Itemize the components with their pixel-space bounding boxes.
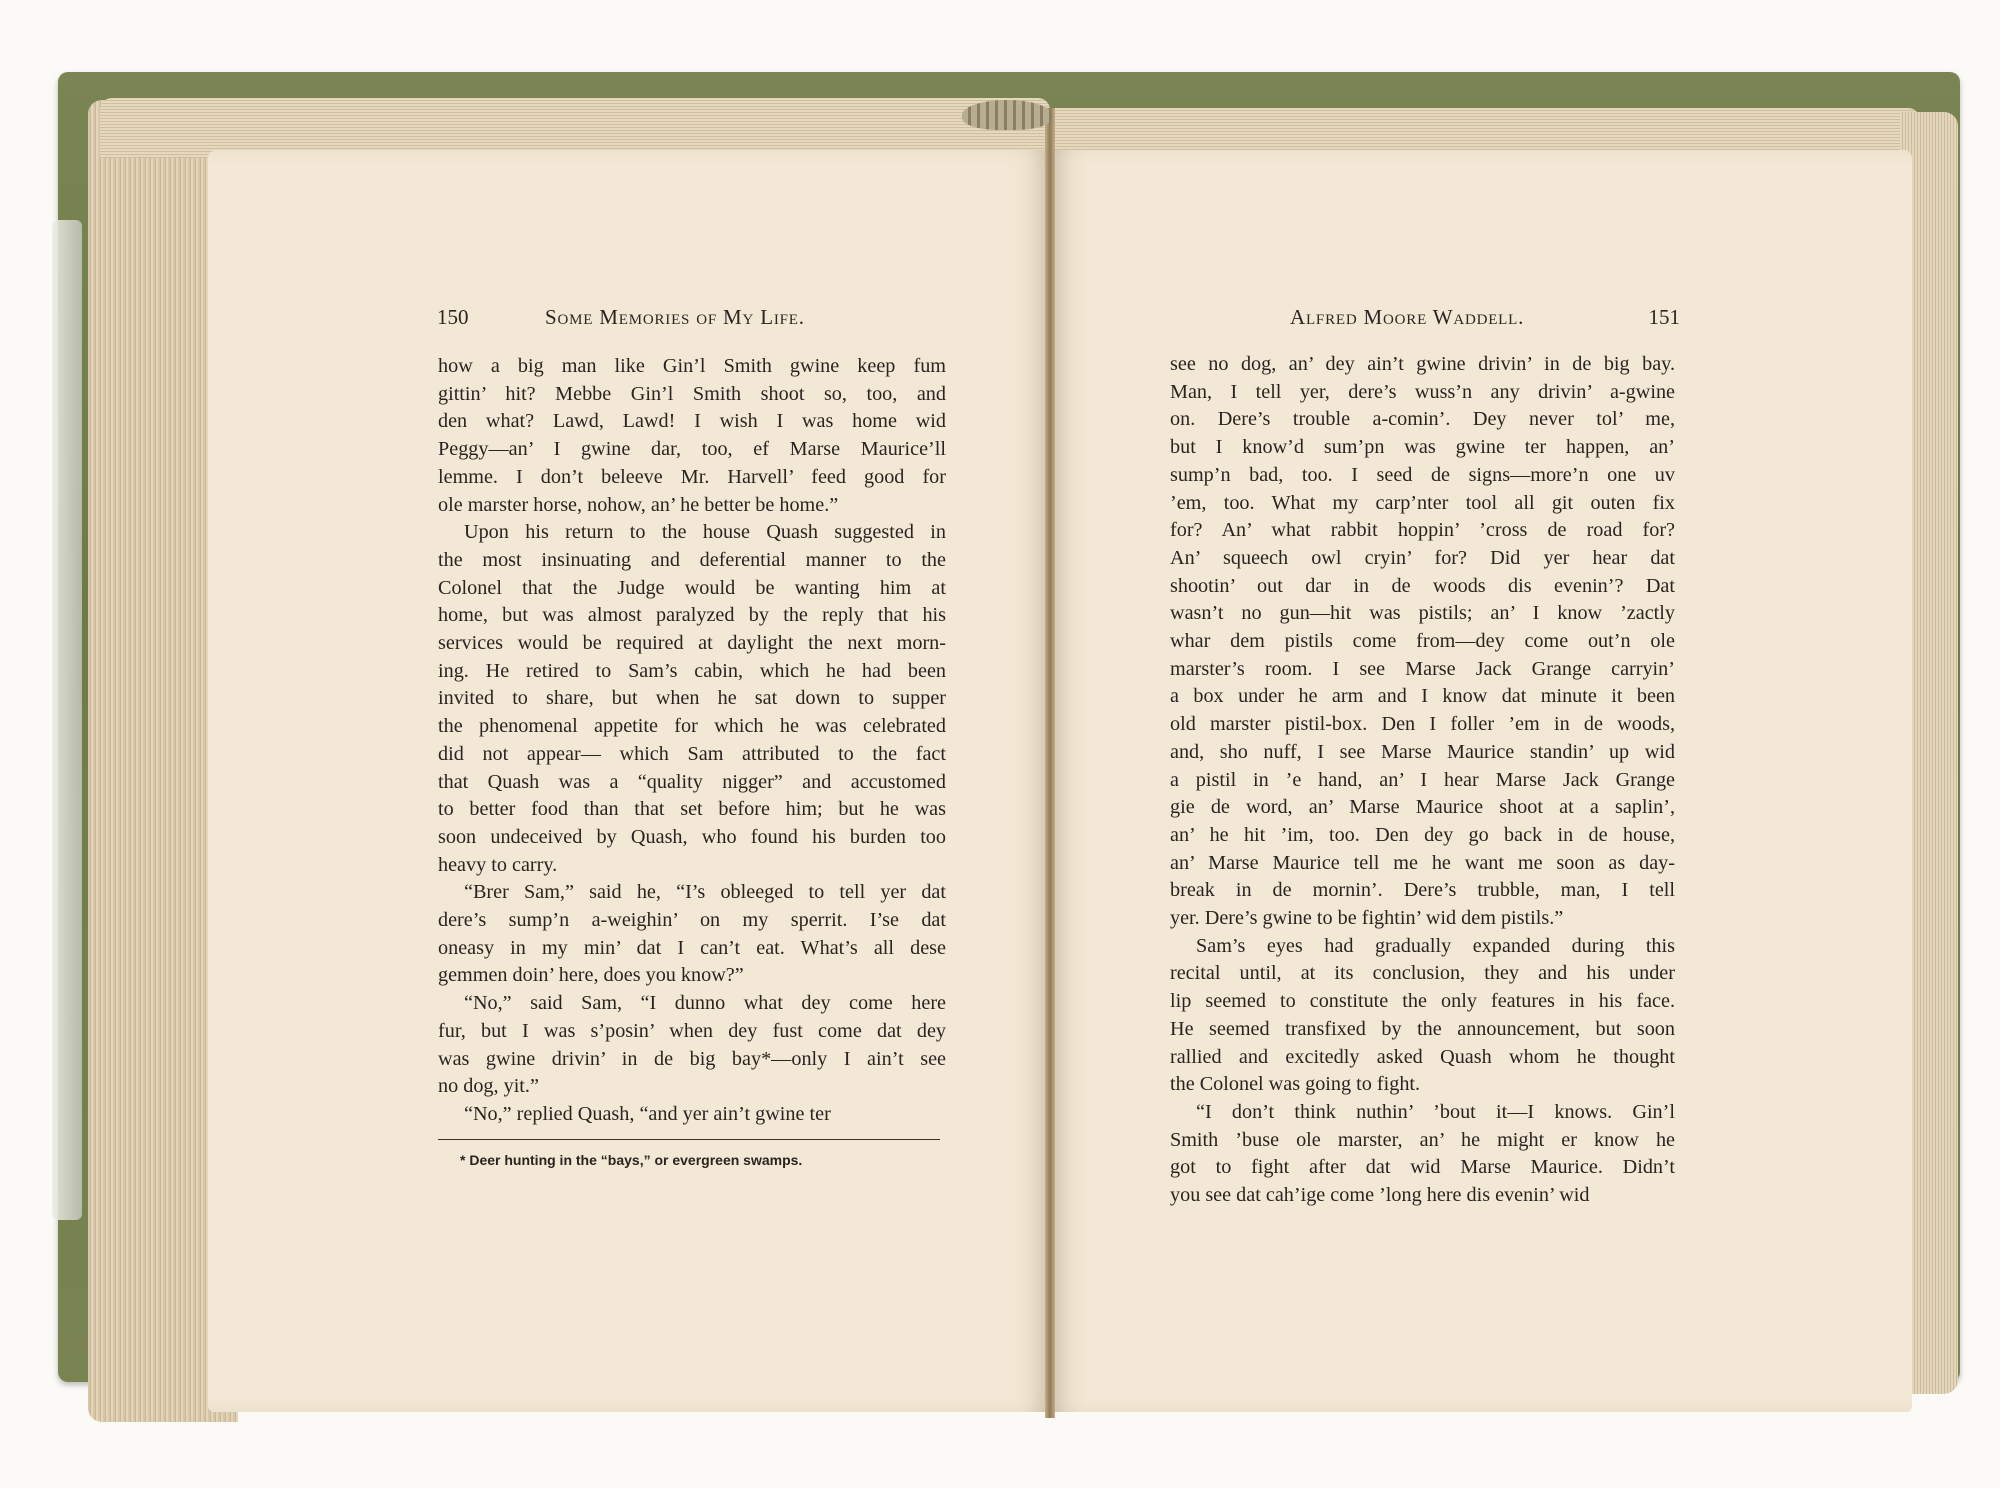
text-line: a box under he arm and I know dat minute it been bbox=[1170, 685, 1675, 708]
left-page-header bbox=[437, 305, 947, 335]
text-line: and, sho nuff, I see Marse Maurice standin’ up wid bbox=[1170, 740, 1675, 763]
text-line: on. Dere’s trouble a-comin’. Dey never tol’ me, bbox=[1170, 408, 1675, 431]
text-line: but I know’d sum’pn was gwine ter happen, an’ bbox=[1170, 436, 1675, 459]
text-line: you see dat cah’ige come ’long here dis evenin’ wid bbox=[1170, 1184, 1590, 1207]
text-line: did not appear— which Sam attributed to the fact bbox=[438, 742, 946, 765]
text-line: services would be required at daylight the next morn- bbox=[438, 632, 946, 655]
text-line: “Brer Sam,” said he, “I’s obleeged to tell yer dat bbox=[464, 881, 946, 904]
text-line: ole marster horse, nohow, an’ he better be home.” bbox=[438, 493, 839, 516]
text-line: Upon his return to the house Quash suggested in bbox=[464, 521, 946, 544]
text-line: recital until, at its conclusion, they and his under bbox=[1170, 962, 1675, 985]
text-line: wasn’t no gun—hit was pistils; an’ I know ’zactly bbox=[1170, 602, 1675, 625]
text-line: how a big man like Gin’l Smith gwine keep fum bbox=[438, 355, 946, 377]
text-line: no dog, yit.” bbox=[438, 1075, 539, 1098]
text-line: gie de word, an’ Marse Maurice shoot at a saplin’, bbox=[1170, 796, 1675, 819]
text-line: Smith ’buse ole marster, an’ he might er know he bbox=[1170, 1128, 1675, 1151]
paragraph bbox=[438, 353, 946, 519]
text-line: the Colonel was going to fight. bbox=[1170, 1073, 1421, 1096]
footnote: * Deer hunting in the “bays,” or evergreen swamps. bbox=[460, 1152, 803, 1168]
text-line: that Quash was a “quality nigger” and accustomed bbox=[438, 770, 946, 793]
book-gutter bbox=[1045, 108, 1055, 1418]
text-line: dere’s sump’n a-weighin’ on my sperrit. I’se dat bbox=[438, 909, 946, 932]
text-line: den what? Lawd, Lawd! I wish I was home wid bbox=[438, 410, 946, 433]
text-line: “I don’t think nuthin’ ’bout it—I knows. Gin’l bbox=[1196, 1100, 1675, 1123]
text-line: to better food than that set before him; but he was bbox=[438, 798, 946, 821]
text-line: a pistil in ’e hand, an’ I hear Marse Jack Grange bbox=[1170, 768, 1675, 791]
text-line: ’em, too. What my carp’nter tool all git outen fix bbox=[1170, 491, 1675, 514]
text-line: oneasy in my min’ dat I can’t eat. What’s all dese bbox=[438, 936, 946, 959]
paragraph bbox=[438, 879, 946, 990]
text-line: ing. He retired to Sam’s cabin, which he had been bbox=[438, 659, 946, 682]
text-line: an’ he hit ’im, too. Den dey go back in de house, bbox=[1170, 823, 1675, 846]
paragraph bbox=[1170, 933, 1675, 1099]
text-line: got to fight after dat wid Marse Maurice. Didn’t bbox=[1170, 1156, 1675, 1179]
text-line: gemmen doin’ here, does you know?” bbox=[438, 964, 744, 987]
paragraph bbox=[1170, 1099, 1675, 1210]
left-running-title: Some Memories of My Life. bbox=[545, 305, 805, 329]
text-line: soon undeceived by Quash, who found his burden too bbox=[438, 825, 946, 848]
paragraph bbox=[438, 1101, 946, 1129]
left-body-text bbox=[438, 353, 946, 1129]
right-page-number: 151 bbox=[1648, 305, 1680, 329]
paragraph bbox=[1170, 351, 1675, 933]
text-line: the most insinuating and deferential manner to the bbox=[438, 548, 946, 571]
text-line: invited to share, but when he sat down to supper bbox=[438, 687, 946, 710]
text-line: sump’n bad, too. I seed de signs—more’n one uv bbox=[1170, 463, 1675, 486]
text-line: lip seemed to constitute the only features in his face. bbox=[1170, 990, 1675, 1013]
footnote-rule bbox=[438, 1139, 940, 1140]
paragraph bbox=[438, 990, 946, 1101]
text-line: home, but was almost paralyzed by the reply that his bbox=[438, 604, 946, 627]
text-line: Sam’s eyes had gradually expanded during this bbox=[1196, 934, 1675, 957]
right-page-header bbox=[1290, 305, 1680, 335]
text-line: marster’s room. I see Marse Jack Grange carryin’ bbox=[1170, 657, 1675, 680]
headband bbox=[962, 100, 1052, 130]
text-line: Colonel that the Judge would be wanting him at bbox=[438, 576, 946, 599]
right-body-text bbox=[1170, 351, 1675, 1210]
text-line: An’ squeech owl cryin’ for? Did yer hear dat bbox=[1170, 546, 1675, 569]
text-line: rallied and excitedly asked Quash whom he thought bbox=[1170, 1045, 1675, 1068]
text-line: see no dog, an’ dey ain’t gwine drivin’ in de big bay. bbox=[1170, 353, 1675, 375]
text-line: “No,” replied Quash, “and yer ain’t gwine ter bbox=[464, 1102, 831, 1125]
text-line: Man, I tell yer, dere’s wuss’n any drivin’ a-gwine bbox=[1170, 380, 1675, 403]
spine-tape bbox=[52, 220, 82, 1220]
text-line: whar dem pistils come from—dey come out’n ole bbox=[1170, 630, 1675, 653]
text-line: shootin’ out dar in de woods dis evenin’? Dat bbox=[1170, 574, 1675, 597]
text-line: the phenomenal appetite for which he was celebrated bbox=[438, 715, 946, 738]
left-page-number: 150 bbox=[437, 305, 469, 329]
text-line: “No,” said Sam, “I dunno what dey come here bbox=[464, 992, 946, 1015]
page-edges-top-left bbox=[100, 98, 1050, 158]
text-line: yer. Dere’s gwine to be fightin’ wid dem pistils.” bbox=[1170, 907, 1564, 930]
paragraph bbox=[438, 519, 946, 879]
text-line: old marster pistil-box. Den I foller ’em in de woods, bbox=[1170, 713, 1675, 736]
right-running-title: Alfred Moore Waddell. bbox=[1290, 305, 1525, 329]
text-line: fur, but I was s’posin’ when dey fust come dat dey bbox=[438, 1019, 946, 1042]
text-line: Peggy—an’ I gwine dar, too, ef Marse Maurice’ll bbox=[438, 438, 946, 461]
text-line: was gwine drivin’ in de big bay*—only I ain’t see bbox=[438, 1047, 946, 1070]
text-line: gittin’ hit? Mebbe Gin’l Smith shoot so, too, and bbox=[438, 382, 946, 405]
text-line: break in de mornin’. Dere’s trubble, man, I tell bbox=[1170, 879, 1675, 902]
text-line: heavy to carry. bbox=[438, 853, 558, 876]
text-line: lemme. I don’t beleeve Mr. Harvell’ feed good for bbox=[438, 465, 946, 488]
text-line: an’ Marse Maurice tell me he want me soon as day- bbox=[1170, 851, 1675, 874]
text-line: for? An’ what rabbit hoppin’ ’cross de road for? bbox=[1170, 519, 1675, 542]
text-line: He seemed transfixed by the announcement, but soon bbox=[1170, 1017, 1675, 1040]
